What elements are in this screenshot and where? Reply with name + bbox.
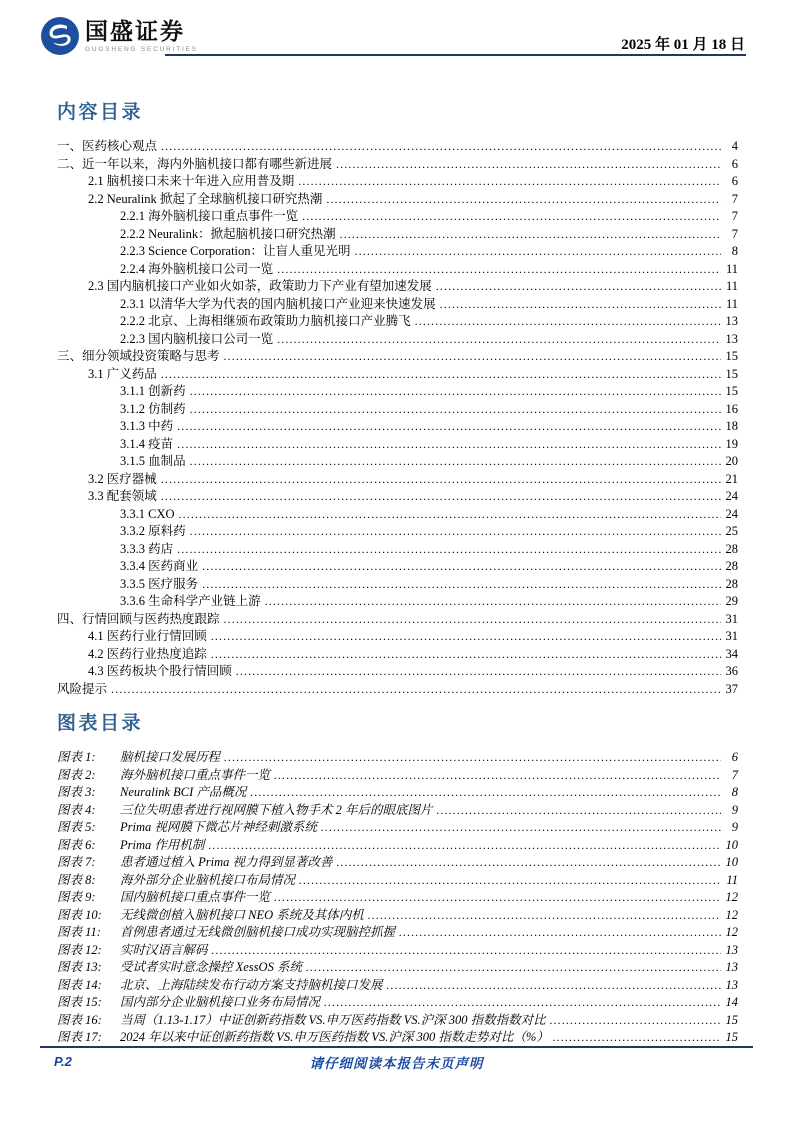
figure-item-title: Neuralink BCI 产品概况 [120, 785, 247, 799]
dot-leader [336, 156, 721, 174]
toc-item[interactable] [57, 663, 738, 681]
dot-leader [299, 872, 721, 890]
toc-item[interactable] [57, 278, 738, 296]
figure-item-title: 国内脑机接口重点事件一览 [120, 890, 271, 904]
dot-leader [208, 837, 721, 855]
figure-item-title: 实时汉语言解码 [120, 942, 208, 957]
dot-leader [177, 436, 721, 454]
dot-leader [111, 681, 721, 699]
figure-item-number: 图表 3: [57, 785, 96, 799]
footer-disclaimer: 请仔细阅读本报告末页声明 [309, 1056, 484, 1071]
toc-item-label: 4.3 医药板块个股行情回顾 [88, 664, 232, 678]
toc-item-label: 3.1.2 仿制药 [120, 401, 186, 416]
toc-item-page: 24 [725, 489, 738, 503]
toc-item-page: 6 [731, 174, 738, 188]
toc-item-page: 15 [725, 384, 738, 398]
toc-item[interactable] [57, 261, 738, 279]
figure-item[interactable] [57, 1029, 738, 1047]
dot-leader [179, 506, 721, 524]
figure-item-title: 受试者实时意念操控 XessOS 系统 [120, 960, 302, 974]
toc-item[interactable] [57, 156, 738, 174]
toc-item-page: 11 [725, 279, 738, 293]
figure-item[interactable] [57, 994, 738, 1012]
figure-item-number: 图表 12: [57, 942, 102, 957]
toc-item-label: 2.2.2 北京、上海相继颁布政策助力脑机接口产业腾飞 [120, 314, 411, 328]
dot-leader [298, 173, 721, 191]
toc-item[interactable] [57, 576, 738, 594]
brand-name-cn: 国盛证券 [85, 19, 185, 44]
figure-item-title: 当周（1.13-1.17）中证创新药指数 VS.申万医药指数 VS.沪深 300 指数指数对比 [120, 1012, 546, 1027]
figure-item[interactable] [57, 872, 738, 890]
figure-item-number: 图表 8: [57, 872, 96, 887]
figure-item[interactable] [57, 802, 738, 820]
figure-item[interactable] [57, 924, 738, 942]
dot-leader [224, 749, 721, 767]
toc-item-label: 2.2.2 Neuralink：掀起脑机接口研究热潮 [120, 226, 336, 241]
figure-item-page: 13 [725, 977, 738, 992]
toc-item[interactable] [57, 173, 738, 191]
figure-item-page: 13 [725, 960, 738, 974]
toc-item-page: 15 [725, 366, 738, 381]
figure-item-page: 12 [725, 925, 738, 939]
toc-item-label: 3.3.1 CXO [120, 506, 175, 521]
figure-item-page: 15 [725, 1030, 738, 1044]
toc-item-label: 三、细分领域投资策略与思考 [57, 349, 220, 363]
toc-item[interactable] [57, 593, 738, 611]
toc-item-label: 4.1 医药行业行情回顾 [88, 629, 207, 643]
figure-item[interactable] [57, 977, 738, 995]
toc-item-page: 31 [725, 629, 738, 643]
figure-item[interactable] [57, 942, 738, 960]
toc-item[interactable] [57, 296, 738, 314]
figure-item-number: 图表 4: [57, 802, 96, 817]
dot-leader [250, 784, 721, 802]
dot-leader [177, 418, 721, 436]
figure-item-title: 三位失明患者进行视网膜下植入物手术 2 年后的眼底图片 [120, 802, 433, 817]
toc-item-label: 2.3 国内脑机接口产业如火如荼，政策助力下产业有望加速发展 [88, 279, 432, 293]
toc-item-page: 25 [725, 524, 738, 538]
toc-item[interactable] [57, 506, 738, 524]
footer-page-number: P.2 [54, 1054, 72, 1069]
dot-leader [161, 138, 721, 156]
toc-section-title: 内容目录 [57, 102, 144, 123]
toc-item-label: 3.3.4 医药商业 [120, 559, 199, 573]
toc-item-label: 3.1 广义药品 [88, 366, 157, 381]
toc-item-page: 36 [725, 664, 738, 678]
toc-item-label: 3.2 医疗器械 [88, 471, 157, 486]
toc-item-page: 24 [725, 506, 738, 521]
toc-item-label: 四、行情回顾与医药热度跟踪 [57, 611, 220, 626]
toc-item[interactable] [57, 418, 738, 436]
toc-item-page: 11 [725, 296, 738, 311]
toc-item[interactable] [57, 191, 738, 209]
toc-item-label: 4.2 医药行业热度追踪 [88, 646, 207, 661]
toc-item[interactable] [57, 243, 738, 261]
figure-item-page: 8 [731, 785, 738, 799]
toc-item-page: 18 [725, 419, 738, 433]
toc-item[interactable] [57, 523, 738, 541]
figure-item-title: 首例患者通过无线微创脑机接口成功实现脑控抓握 [120, 925, 396, 939]
toc-item[interactable] [57, 313, 738, 331]
dot-leader [161, 366, 721, 384]
dot-leader [274, 767, 721, 785]
toc-item-page: 29 [725, 594, 738, 608]
figure-item-page: 13 [725, 942, 738, 957]
toc-item-label: 3.3.3 药店 [120, 541, 174, 556]
toc-item[interactable] [57, 488, 738, 506]
figure-item-title: 海外部分企业脑机接口布局情况 [120, 872, 296, 887]
dot-leader [415, 313, 721, 331]
figure-item-number: 图表 10: [57, 907, 102, 922]
dot-leader [190, 383, 721, 401]
brand-name-en: GUOSHENG SECURITIES [85, 46, 198, 53]
dot-leader [265, 593, 721, 611]
toc-item-page: 7 [731, 191, 738, 206]
report-footer [40, 1046, 753, 1073]
figure-item-page: 9 [731, 802, 738, 817]
dot-leader [387, 977, 721, 995]
dot-leader [212, 942, 721, 960]
toc-item-page: 7 [731, 209, 738, 223]
figures-section-title: 图表目录 [57, 713, 144, 734]
figure-item-title: 脑机接口发展历程 [120, 750, 221, 764]
figure-item-title: Prima 视网膜下微芯片神经刺激系统 [120, 820, 317, 834]
report-date: 2025 年 01 月 18 日 [621, 37, 745, 53]
report-header [0, 0, 793, 60]
figure-item[interactable] [57, 854, 738, 872]
toc-item-label: 3.1.4 疫苗 [120, 436, 174, 451]
figure-item-title: Prima 作用机制 [120, 837, 205, 852]
toc-item-label: 2.2 Neuralink 掀起了全球脑机接口研究热潮 [88, 191, 323, 206]
dot-leader [324, 994, 721, 1012]
toc-item[interactable] [57, 226, 738, 244]
figure-item-title: 海外脑机接口重点事件一览 [120, 767, 271, 782]
header-divider [165, 54, 746, 56]
toc-item[interactable] [57, 383, 738, 401]
figure-item[interactable] [57, 749, 738, 767]
toc-item-label: 风险提示 [57, 681, 108, 696]
toc-item[interactable] [57, 628, 738, 646]
dot-leader [340, 226, 721, 244]
figures-list [57, 749, 738, 1047]
figure-item[interactable] [57, 837, 738, 855]
toc-item[interactable] [57, 471, 738, 489]
toc-item-label: 2.1 脑机接口未来十年进入应用普及期 [88, 174, 295, 188]
figure-item-page: 9 [731, 820, 738, 834]
figure-item-page: 12 [725, 907, 738, 922]
dot-leader [190, 453, 721, 471]
toc-item[interactable] [57, 436, 738, 454]
toc-item-label: 3.3.2 原料药 [120, 524, 186, 538]
dot-leader [274, 889, 721, 907]
figure-item[interactable] [57, 767, 738, 785]
figure-item[interactable] [57, 907, 738, 925]
brand-text [85, 16, 198, 53]
dot-leader [337, 854, 721, 872]
toc-item-page: 16 [725, 401, 738, 416]
toc-item[interactable] [57, 541, 738, 559]
dot-leader [355, 243, 721, 261]
dot-leader [321, 819, 721, 837]
toc-item-page: 8 [731, 244, 738, 258]
figure-item-number: 图表 13: [57, 960, 102, 974]
toc-item-label: 3.1.5 血制品 [120, 454, 186, 468]
figure-item-title: 无线微创植入脑机接口 NEO 系统及其体内机 [120, 907, 364, 922]
dot-leader [437, 802, 721, 820]
toc-item-label: 一、医药核心观点 [57, 139, 158, 153]
toc-item-page: 28 [725, 576, 738, 591]
dot-leader [553, 1029, 721, 1047]
figure-item-number: 图表 11: [57, 925, 101, 939]
toc-item[interactable] [57, 681, 738, 699]
dot-leader [190, 523, 721, 541]
toc-item[interactable] [57, 366, 738, 384]
figure-item-number: 图表 14: [57, 977, 102, 992]
figure-item-number: 图表 5: [57, 820, 96, 834]
figure-item[interactable] [57, 889, 738, 907]
figure-item-number: 图表 7: [57, 855, 96, 869]
toc-item-page: 20 [725, 454, 738, 468]
toc-item[interactable] [57, 646, 738, 664]
toc-item[interactable] [57, 138, 738, 156]
figure-item-page: 10 [725, 855, 738, 869]
guosheng-logo-icon [40, 16, 80, 56]
dot-leader [277, 331, 721, 349]
brand-logo [40, 16, 198, 56]
toc-item-label: 2.2.4 海外脑机接口公司一览 [120, 261, 274, 276]
page-content [57, 100, 738, 1047]
figure-item[interactable] [57, 1012, 738, 1030]
toc-list [57, 138, 738, 698]
dot-leader [211, 628, 721, 646]
dot-leader [202, 576, 721, 594]
figure-item-page: 15 [725, 1012, 738, 1027]
dot-leader [368, 907, 721, 925]
toc-item-page: 37 [725, 681, 738, 696]
figure-item-number: 图表 15: [57, 995, 102, 1009]
figure-item-title: 2024 年以来中证创新药指数 VS.申万医药指数 VS.沪深 300 指数走势对比（%） [120, 1030, 549, 1044]
figure-item-number: 图表 17: [57, 1030, 102, 1044]
dot-leader [302, 208, 721, 226]
dot-leader [190, 401, 721, 419]
toc-item-page: 13 [725, 331, 738, 346]
toc-item-label: 2.2.3 国内脑机接口公司一览 [120, 331, 274, 346]
figure-item[interactable] [57, 959, 738, 977]
figure-item-number: 图表 6: [57, 837, 96, 852]
dot-leader [224, 348, 721, 366]
toc-item-page: 28 [725, 559, 738, 573]
toc-item-page: 15 [725, 349, 738, 363]
figure-item-page: 12 [725, 890, 738, 904]
toc-item-page: 21 [725, 471, 738, 486]
figure-item-page: 11 [726, 872, 738, 887]
dot-leader [177, 541, 721, 559]
figure-item-number: 图表 2: [57, 767, 96, 782]
toc-item[interactable] [57, 348, 738, 366]
figure-item-number: 图表 1: [57, 750, 96, 764]
figure-item-page: 7 [731, 767, 738, 782]
dot-leader [436, 278, 721, 296]
dot-leader [161, 471, 721, 489]
figure-item-page: 10 [725, 837, 738, 852]
toc-item-page: 19 [725, 436, 738, 451]
toc-item[interactable] [57, 558, 738, 576]
dot-leader [224, 611, 721, 629]
dot-leader [326, 191, 721, 209]
figure-item-title: 国内部分企业脑机接口业务布局情况 [120, 995, 321, 1009]
figure-item-number: 图表 16: [57, 1012, 102, 1027]
toc-item-label: 3.3.6 生命科学产业链上游 [120, 594, 261, 608]
dot-leader [550, 1012, 721, 1030]
figure-item-title: 北京、上海陆续发布行动方案支持脑机接口发展 [120, 977, 383, 992]
dot-leader [211, 646, 721, 664]
toc-item-page: 34 [725, 646, 738, 661]
toc-item-label: 2.2.1 海外脑机接口重点事件一览 [120, 209, 299, 223]
toc-item-page: 7 [731, 226, 738, 241]
toc-item-label: 3.3.5 医疗服务 [120, 576, 199, 591]
toc-item-label: 3.1.1 创新药 [120, 384, 186, 398]
figure-item-page: 6 [731, 750, 738, 764]
dot-leader [236, 663, 721, 681]
dot-leader [202, 558, 721, 576]
dot-leader [161, 488, 721, 506]
toc-item-page: 13 [725, 314, 738, 328]
figure-item-page: 14 [725, 995, 738, 1009]
toc-item[interactable] [57, 611, 738, 629]
toc-item-page: 11 [725, 261, 738, 276]
toc-item[interactable] [57, 401, 738, 419]
dot-leader [440, 296, 721, 314]
dot-leader [306, 959, 721, 977]
toc-item-page: 28 [725, 541, 738, 556]
toc-item-label: 3.3 配套领域 [88, 489, 157, 503]
toc-item-label: 2.2.3 Science Corporation：让盲人重见光明 [120, 244, 351, 258]
figure-item-title: 患者通过植入 Prima 视力得到显著改善 [120, 855, 333, 869]
figure-item[interactable] [57, 819, 738, 837]
toc-item[interactable] [57, 331, 738, 349]
figure-item[interactable] [57, 784, 738, 802]
toc-item-label: 2.3.1 以清华大学为代表的国内脑机接口产业迎来快速发展 [120, 296, 436, 311]
toc-item-page: 31 [725, 611, 738, 626]
toc-item[interactable] [57, 208, 738, 226]
toc-item-label: 二、近一年以来，海内外脑机接口都有哪些新进展 [57, 156, 333, 171]
toc-item[interactable] [57, 453, 738, 471]
figure-item-number: 图表 9: [57, 890, 96, 904]
toc-item-page: 6 [731, 156, 738, 171]
toc-item-label: 3.1.3 中药 [120, 419, 174, 433]
dot-leader [399, 924, 721, 942]
dot-leader [277, 261, 721, 279]
toc-item-page: 4 [731, 139, 738, 153]
